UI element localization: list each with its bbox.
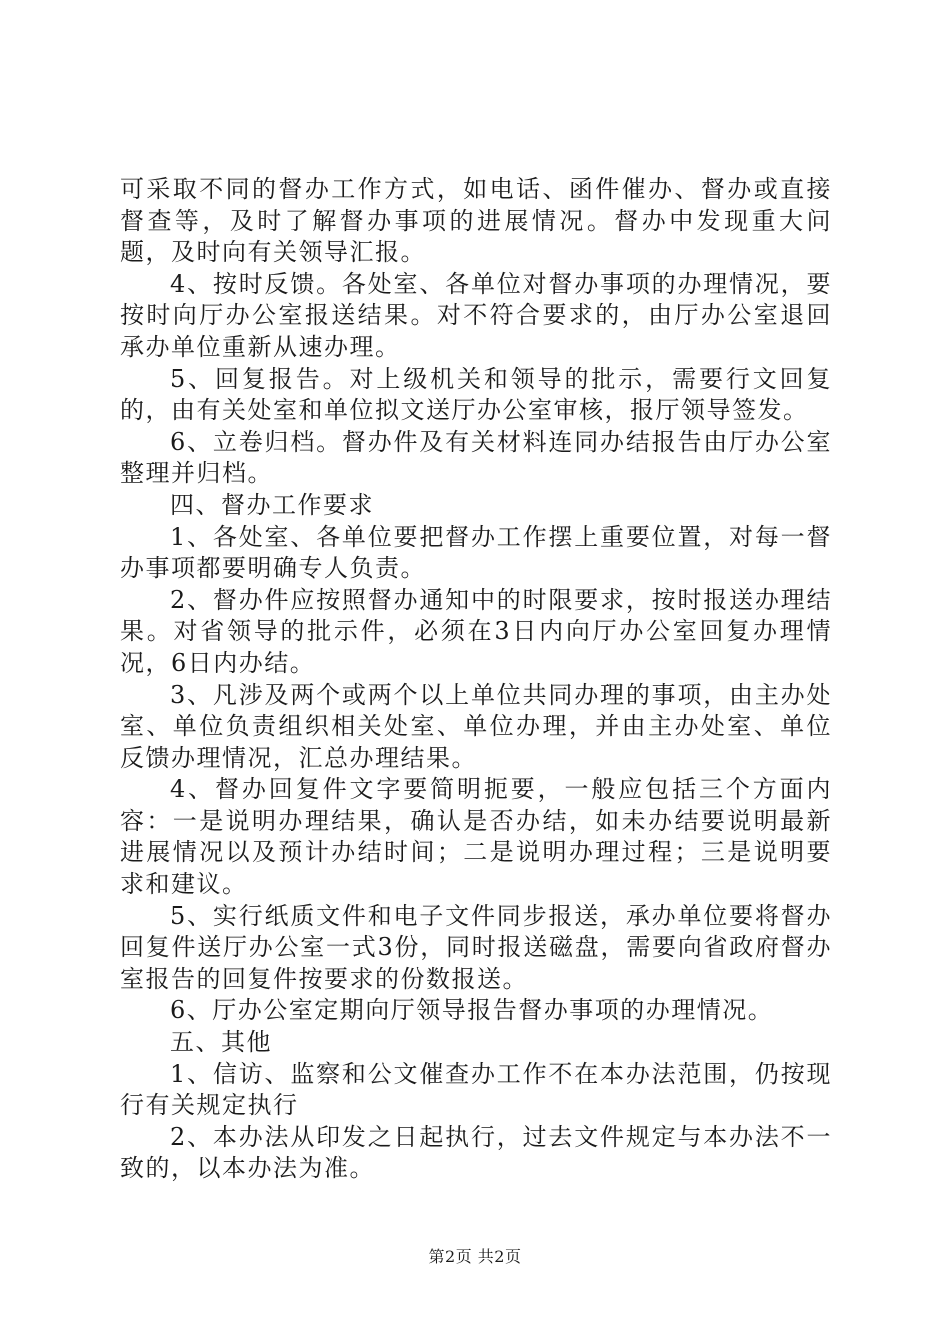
paragraph: 5、回复报告。对上级机关和领导的批示，需要行文回复的，由有关处室和单位拟文送厅办公室审核，报厅领导签发。 bbox=[120, 364, 832, 425]
paragraph: 4、督办回复件文字要简明扼要，一般应包括三个方面内容：一是说明办理结果，确认是否办结，如未办结要说明最新进展情况以及预计办结时间；二是说明办理过程；三是说明要求和建议。 bbox=[120, 775, 832, 899]
paragraph: 2、本办法从印发之日起执行，过去文件规定与本办法不一致的，以本办法为准。 bbox=[120, 1122, 832, 1183]
paragraph: 1、信访、监察和公文催查办工作不在本办法范围，仍按现行有关规定执行 bbox=[120, 1059, 832, 1120]
paragraph: 2、督办件应按照督办通知中的时限要求，按时报送办理结果。对省领导的批示件，必须在3日内向厅办公室回复办理情况，6日内办结。 bbox=[120, 585, 832, 677]
paragraph: 4、按时反馈。各处室、各单位对督办事项的办理情况，要按时向厅办公室报送结果。对不符合要求的，由厅办公室退回承办单位重新从速办理。 bbox=[120, 269, 832, 361]
paragraph: 5、实行纸质文件和电子文件同步报送，承办单位要将督办回复件送厅办公室一式3份，同时报送磁盘，需要向省政府督办室报告的回复件按要求的份数报送。 bbox=[120, 901, 832, 993]
paragraph: 6、立卷归档。督办件及有关材料连同办结报告由厅办公室整理并归档。 bbox=[120, 427, 832, 488]
document-body bbox=[120, 174, 832, 1185]
paragraph: 可采取不同的督办工作方式，如电话、函件催办、督办或直接督查等，及时了解督办事项的进展情况。督办中发现重大问题，及时向有关领导汇报。 bbox=[120, 175, 832, 267]
paragraph: 1、各处室、各单位要把督办工作摆上重要位置，对每一督办事项都要明确专人负责。 bbox=[120, 522, 832, 583]
paragraph: 3、凡涉及两个或两个以上单位共同办理的事项，由主办处室、单位负责组织相关处室、单位办理，并由主办处室、单位反馈办理情况，汇总办理结果。 bbox=[120, 680, 832, 772]
section-heading: 五、其他 bbox=[170, 1028, 272, 1057]
section-heading: 四、督办工作要求 bbox=[170, 490, 374, 519]
paragraph: 6、厅办公室定期向厅领导报告督办事项的办理情况。 bbox=[170, 996, 774, 1025]
page-footer: 第2页 共2页 bbox=[428, 1247, 522, 1266]
